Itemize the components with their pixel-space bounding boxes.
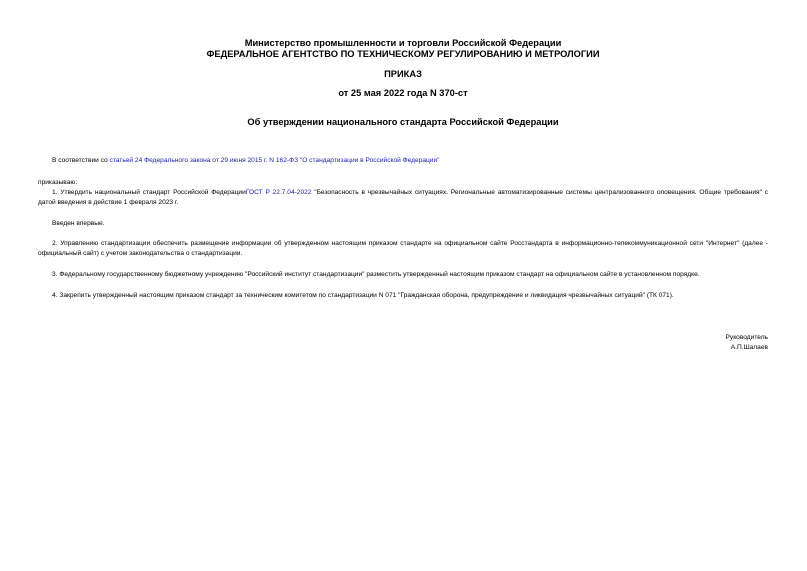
item-3-paragraph: 3. Федеральному государственному бюджетному учреждению "Российский институт стандартизации" разместить утвержденный настоящим приказом стандарт на официальном сайте в установленном порядке.: [52, 271, 700, 278]
order-word: приказываю:: [38, 179, 78, 186]
order-title: ПРИКАЗ: [384, 69, 422, 79]
basis-prefix: В соответствии со: [52, 157, 110, 164]
gost-standard-link[interactable]: ГОСТ Р 22.7.04-2022: [245, 189, 312, 196]
document-header: [38, 38, 768, 60]
item-1-paragraph: [38, 188, 768, 208]
ministry-name: Министерство промышленности и торговли Российской Федерации: [244, 38, 562, 48]
item-2-paragraph: 2. Управлению стандартизации обеспечить размещение информации об утвержденном настоящим приказом стандарте на официальном сайте Росстандарта в информационно-телекоммуникационной сети "Интернет" (далее - официальный сайт) с учетом законодательства о стандартизации.: [38, 240, 768, 257]
signature-block: [568, 333, 768, 353]
signatory-name: А.П.Шалаев: [730, 344, 768, 351]
item-1-prefix: 1. Утвердить национальный стандарт Российской Федерации: [52, 189, 246, 196]
agency-name: ФЕДЕРАЛЬНОЕ АГЕНТСТВО ПО ТЕХНИЧЕСКОМУ РЕГУЛИРОВАНИЮ И МЕТРОЛОГИИ: [206, 49, 600, 59]
order-subject: Об утверждении национального стандарта Российской Федерации: [247, 117, 559, 127]
item-4-paragraph: 4. Закрепить утвержденный настоящим приказом стандарт за техническим комитетом по стандартизации N 071 "Гражданская оборона, предупреждение и ликвидация чрезвычайных ситуаций" (ТК 071).: [52, 292, 674, 299]
document-page: [38, 0, 768, 571]
first-time-note: Введен впервые.: [52, 220, 105, 227]
order-date: от 25 мая 2022 года N 370-ст: [338, 88, 468, 98]
federal-law-link[interactable]: статьей 24 Федерального закона от 29 июня 2015 г. N 162-ФЗ "О стандартизации в Российской Федерации": [109, 157, 440, 164]
item-1-suffix: "Безопасность в чрезвычайных ситуациях. Региональные автоматизированные системы централизованного оповещения. Общие требования" с датой введения в действие 1 февраля 2023 г.: [38, 189, 768, 206]
basis-paragraph: [38, 156, 768, 166]
signatory-position: Руководитель: [725, 334, 768, 341]
